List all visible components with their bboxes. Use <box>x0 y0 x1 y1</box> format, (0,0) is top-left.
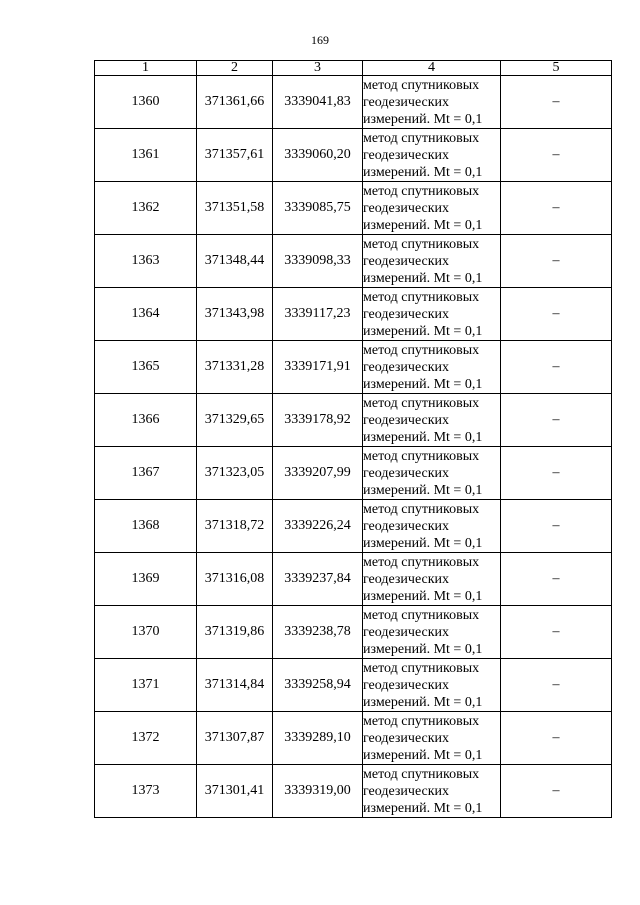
table-row <box>95 394 612 447</box>
coordinate-y: 3339319,00 <box>273 765 363 818</box>
point-number: 1363 <box>95 235 197 288</box>
note-cell: – <box>501 553 612 606</box>
coordinates-table <box>94 60 612 818</box>
header-cell-2: 2 <box>197 61 273 76</box>
method-description: метод спутниковых геодезических измерений. Mt = 0,1 <box>363 394 501 447</box>
coordinate-x: 371307,87 <box>197 712 273 765</box>
note-cell: – <box>501 606 612 659</box>
method-description: метод спутниковых геодезических измерений. Mt = 0,1 <box>363 341 501 394</box>
table-row <box>95 341 612 394</box>
coordinate-y: 3339238,78 <box>273 606 363 659</box>
table-row <box>95 76 612 129</box>
method-description: метод спутниковых геодезических измерений. Mt = 0,1 <box>363 288 501 341</box>
point-number: 1362 <box>95 182 197 235</box>
header-cell-3: 3 <box>273 61 363 76</box>
table-row <box>95 447 612 500</box>
method-description: метод спутниковых геодезических измерений. Mt = 0,1 <box>363 182 501 235</box>
coordinate-x: 371357,61 <box>197 129 273 182</box>
point-number: 1372 <box>95 712 197 765</box>
note-cell: – <box>501 288 612 341</box>
method-description: метод спутниковых геодезических измерений. Mt = 0,1 <box>363 235 501 288</box>
coordinate-y: 3339178,92 <box>273 394 363 447</box>
coordinate-y: 3339085,75 <box>273 182 363 235</box>
header-cell-1: 1 <box>95 61 197 76</box>
point-number: 1368 <box>95 500 197 553</box>
table-row <box>95 765 612 818</box>
coordinate-x: 371343,98 <box>197 288 273 341</box>
coordinate-y: 3339207,99 <box>273 447 363 500</box>
method-description: метод спутниковых геодезических измерений. Mt = 0,1 <box>363 712 501 765</box>
note-cell: – <box>501 659 612 712</box>
coordinate-y: 3339171,91 <box>273 341 363 394</box>
coordinate-y: 3339098,33 <box>273 235 363 288</box>
note-cell: – <box>501 765 612 818</box>
coordinate-x: 371348,44 <box>197 235 273 288</box>
method-description: метод спутниковых геодезических измерений. Mt = 0,1 <box>363 659 501 712</box>
note-cell: – <box>501 394 612 447</box>
table-row <box>95 288 612 341</box>
point-number: 1370 <box>95 606 197 659</box>
coordinate-x: 371314,84 <box>197 659 273 712</box>
note-cell: – <box>501 447 612 500</box>
note-cell: – <box>501 182 612 235</box>
point-number: 1360 <box>95 76 197 129</box>
table-row <box>95 659 612 712</box>
method-description: метод спутниковых геодезических измерений. Mt = 0,1 <box>363 447 501 500</box>
coordinate-x: 371361,66 <box>197 76 273 129</box>
point-number: 1364 <box>95 288 197 341</box>
coordinate-x: 371301,41 <box>197 765 273 818</box>
coordinate-x: 371331,28 <box>197 341 273 394</box>
point-number: 1367 <box>95 447 197 500</box>
note-cell: – <box>501 341 612 394</box>
coordinate-y: 3339117,23 <box>273 288 363 341</box>
note-cell: – <box>501 76 612 129</box>
note-cell: – <box>501 129 612 182</box>
header-cell-5: 5 <box>501 61 612 76</box>
note-cell: – <box>501 235 612 288</box>
header-row <box>95 61 612 76</box>
coordinate-x: 371329,65 <box>197 394 273 447</box>
method-description: метод спутниковых геодезических измерений. Mt = 0,1 <box>363 500 501 553</box>
coordinate-x: 371318,72 <box>197 500 273 553</box>
coordinate-x: 371319,86 <box>197 606 273 659</box>
note-cell: – <box>501 712 612 765</box>
coordinate-y: 3339237,84 <box>273 553 363 606</box>
coordinate-y: 3339060,20 <box>273 129 363 182</box>
note-cell: – <box>501 500 612 553</box>
table-row <box>95 182 612 235</box>
method-description: метод спутниковых геодезических измерений. Mt = 0,1 <box>363 553 501 606</box>
coordinate-x: 371351,58 <box>197 182 273 235</box>
coordinate-y: 3339041,83 <box>273 76 363 129</box>
table-row <box>95 606 612 659</box>
coordinate-y: 3339289,10 <box>273 712 363 765</box>
table-row <box>95 553 612 606</box>
point-number: 1365 <box>95 341 197 394</box>
point-number: 1369 <box>95 553 197 606</box>
table-row <box>95 235 612 288</box>
point-number: 1361 <box>95 129 197 182</box>
coordinate-y: 3339258,94 <box>273 659 363 712</box>
table-row <box>95 500 612 553</box>
method-description: метод спутниковых геодезических измерений. Mt = 0,1 <box>363 76 501 129</box>
point-number: 1373 <box>95 765 197 818</box>
table-row <box>95 712 612 765</box>
coordinate-x: 371323,05 <box>197 447 273 500</box>
point-number: 1371 <box>95 659 197 712</box>
method-description: метод спутниковых геодезических измерений. Mt = 0,1 <box>363 129 501 182</box>
coordinate-x: 371316,08 <box>197 553 273 606</box>
coordinate-y: 3339226,24 <box>273 500 363 553</box>
header-cell-4: 4 <box>363 61 501 76</box>
table-row <box>95 129 612 182</box>
method-description: метод спутниковых геодезических измерений. Mt = 0,1 <box>363 606 501 659</box>
page-number: 169 <box>311 33 329 47</box>
method-description: метод спутниковых геодезических измерений. Mt = 0,1 <box>363 765 501 818</box>
point-number: 1366 <box>95 394 197 447</box>
